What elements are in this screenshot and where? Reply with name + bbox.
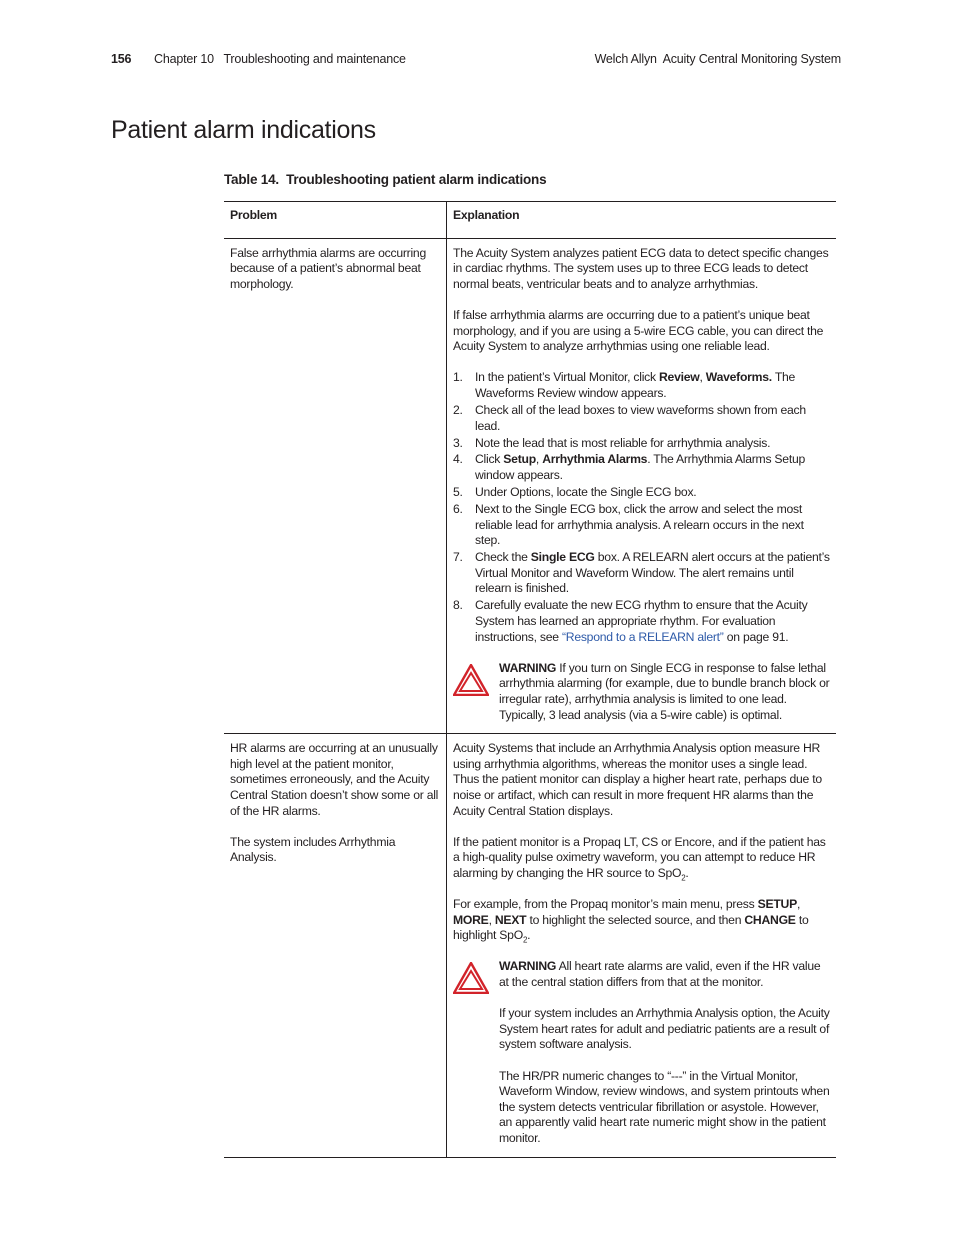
menu-setup: Setup	[503, 452, 536, 467]
step-text: Check all of the lead boxes to view waveforms shown from each lead.	[475, 402, 806, 433]
warning-label: WARNING	[499, 660, 557, 675]
paragraph-text: For example, from the Propaq monitor’s main menu, press	[453, 897, 758, 912]
column-header-explanation: Explanation	[446, 202, 836, 238]
list-item	[453, 485, 832, 501]
explanation-paragraph: Acuity Systems that include an Arrhythmia Analysis option measure HR using arrhythmia algorithms, whereas the monitor uses a single lead. Thus the patient monitor can display a higher heart rate, perhaps due to noise or artifact, which can result in more frequent HR alarms than the Acuity Central Station displays.	[453, 741, 822, 818]
list-item	[453, 502, 832, 549]
menu-waveforms: Waveforms.	[705, 370, 772, 385]
explanation-cell	[446, 734, 836, 1156]
explanation-paragraph	[453, 835, 832, 882]
warning-triangle-icon	[453, 959, 499, 1146]
step-number: 3.	[453, 435, 463, 450]
problem-cell	[224, 734, 446, 1156]
paragraph-text: .	[527, 928, 531, 943]
warning-text: All heart rate alarms are valid, even if the HR value at the central station differs from that at the monitor.	[499, 959, 821, 990]
step-text: Click	[475, 452, 504, 467]
step-number: 8.	[453, 598, 463, 613]
menu-review: Review	[658, 370, 700, 385]
key-change: CHANGE	[744, 912, 796, 927]
subscript: 2	[681, 873, 686, 883]
list-item	[453, 403, 832, 434]
step-number: 1.	[453, 370, 463, 385]
problem-text: HR alarms are occurring at an unusually high level at the patient monitor, sometimes erroneously, and the Acuity Central Station doesn’t show some or all of the HR alarms.	[230, 741, 439, 818]
table-header-row	[224, 202, 836, 238]
step-separator: ,	[535, 452, 543, 467]
column-header-problem: Problem	[230, 208, 278, 222]
troubleshooting-table	[224, 201, 836, 1158]
step-text: Check the	[475, 550, 531, 565]
problem-text: False arrhythmia alarms are occurring because of a patient’s abnormal beat morphology.	[230, 245, 426, 291]
step-text: . The Arrhythmia Alarms Setup window appears.	[475, 452, 806, 483]
step-text: In the patient’s Virtual Monitor, click	[475, 370, 659, 385]
relearn-alert-link[interactable]: “Respond to a RELEARN alert”	[561, 629, 724, 644]
key-more: MORE	[453, 912, 489, 927]
warning-label: WARNING	[499, 959, 557, 974]
explanation-cell	[446, 239, 836, 734]
option-single-ecg: Single ECG	[530, 550, 595, 565]
table-row	[224, 733, 836, 1156]
subscript: 2	[522, 935, 528, 945]
step-text: Note the lead that is most reliable for arrhythmia analysis.	[475, 435, 771, 450]
warning-block	[453, 959, 832, 1146]
list-item	[453, 452, 832, 483]
chapter-title: Chapter 10 Troubleshooting and maintenance	[154, 52, 406, 66]
menu-arrhythmia-alarms: Arrhythmia Alarms	[542, 452, 648, 467]
step-separator: ,	[699, 370, 706, 385]
step-text: Carefully evaluate the new ECG rhythm to ensure that the Acuity System has learned an appropriate rhythm. For evaluation instructions, see	[475, 598, 808, 644]
table-caption: Table 14. Troubleshooting patient alarm indications	[224, 172, 547, 187]
list-item	[453, 598, 832, 645]
explanation-paragraph: If false arrhythmia alarms are occurring due to a patient’s unique beat morphology, and if you are using a 5-wire ECG cable, you can direct the Acuity System to analyze arrhythmias using one reliable lead.	[453, 307, 824, 354]
step-number: 6.	[453, 502, 463, 517]
separator: ,	[796, 897, 801, 912]
warning-paragraph: If your system includes an Arrhythmia Analysis option, the Acuity System heart rates for adult and pediatric patients are a result of system software analysis.	[499, 1006, 830, 1052]
paragraph-text: If the patient monitor is a Propaq LT, CS or Encore, and if the patient has a high-quality pulse oximetry waveform, you can attempt to reduce HR alarming by changing the HR source to SpO	[453, 834, 826, 880]
list-item	[453, 370, 832, 401]
step-text: The Waveforms Review window appears.	[475, 370, 796, 400]
step-text: box. A RELEARN alert occurs at the patient’s Virtual Monitor and Waveform Window. The alert remains until relearn is finished.	[475, 550, 830, 596]
paragraph-text: to highlight SpO	[453, 912, 809, 943]
problem-cell	[224, 239, 446, 734]
key-setup: SETUP	[757, 897, 797, 912]
separator: ,	[488, 912, 495, 927]
page-number: 156	[111, 52, 132, 66]
warning-paragraph: The HR/PR numeric changes to “---” in the Virtual Monitor, Waveform Window, review windows, and system printouts when the system detects ventricular fibrillation or asystole. However, an apparently valid heart rate numeric might show in the patient monitor.	[499, 1068, 830, 1145]
section-title: Patient alarm indications	[111, 116, 376, 144]
warning-triangle-icon	[453, 661, 499, 723]
key-next: NEXT	[494, 912, 527, 927]
document-title: Welch Allyn Acuity Central Monitoring System	[594, 52, 841, 66]
explanation-paragraph	[453, 897, 832, 944]
warning-block	[453, 661, 832, 723]
list-item	[453, 550, 832, 597]
step-text: Next to the Single ECG box, click the arrow and select the most reliable lead for arrhythmia analysis. A relearn occurs in the next step.	[475, 502, 804, 548]
problem-text: The system includes Arrhythmia Analysis.	[230, 834, 396, 865]
step-text: Under Options, locate the Single ECG box.	[475, 485, 697, 500]
paragraph-text: .	[685, 865, 689, 880]
step-number: 2.	[453, 402, 463, 417]
procedure-steps	[453, 370, 832, 645]
table-row	[224, 238, 836, 734]
warning-text: If you turn on Single ECG in response to false lethal arrhythmia alarming (for example, due to bundle branch block or irregular rate), arrhythmia analysis is limited to one lead. Typically, 3 lead analysis (via a 5-wire cable) is optimal.	[499, 660, 830, 722]
step-text: on page 91.	[723, 629, 789, 644]
list-item	[453, 436, 832, 452]
step-number: 5.	[453, 485, 463, 500]
paragraph-text: to highlight the selected source, and then	[526, 912, 745, 927]
step-number: 7.	[453, 550, 463, 565]
explanation-paragraph: The Acuity System analyzes patient ECG data to detect specific changes in cardiac rhythms. The system uses up to three ECG leads to detect normal beats, ventricular beats and to analyze arrhythmias.	[453, 245, 829, 291]
step-number: 4.	[453, 452, 463, 467]
